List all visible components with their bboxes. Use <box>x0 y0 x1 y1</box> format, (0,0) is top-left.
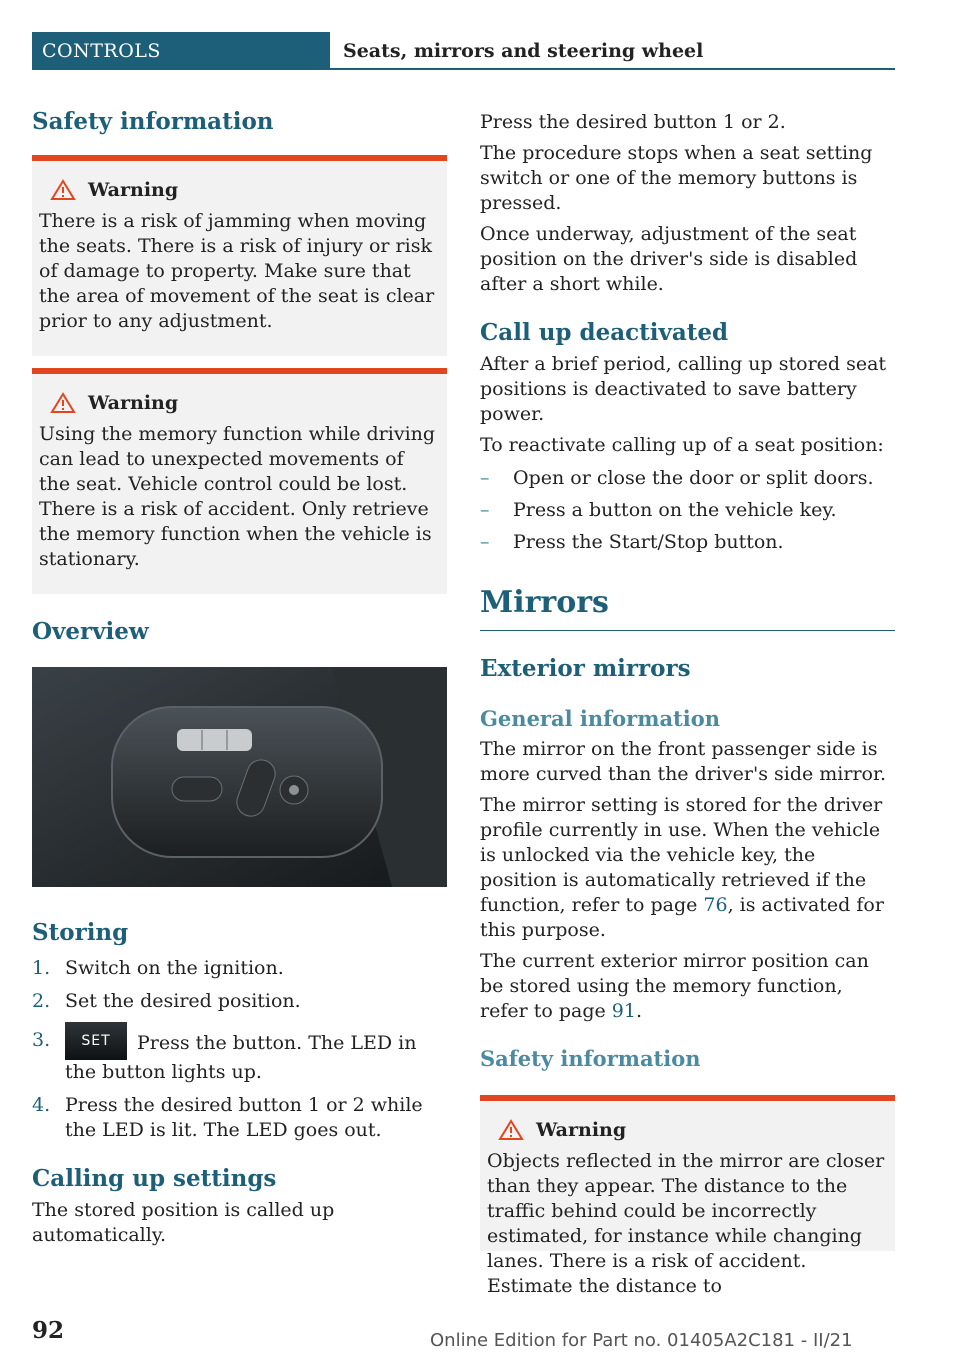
right-column <box>480 110 895 1297</box>
chapter-title: Seats, mirrors and steering wheel <box>343 40 704 62</box>
list-item: – Press the Start/Stop button. <box>480 531 784 553</box>
warning-label: Warning <box>536 1119 627 1141</box>
calling-text: The stored position is called up automatically. <box>32 1199 335 1246</box>
warning-text: There is a risk of jamming when moving the seats. There is a risk of injury or risk of damage to property. Make sure that the area of movement of the seat is clear prior to any adjustment. <box>39 210 435 332</box>
general-heading: General information <box>480 706 721 731</box>
overview-heading: Overview <box>32 618 149 645</box>
paragraph: The current exterior mirror position can be stored using the memory function, refer to page 91. <box>480 950 869 1022</box>
list-item: 3. SET Press the button. The LED in the button lights up. <box>32 1028 447 1085</box>
paragraph: The mirror on the front passenger side is more curved than the driver's side mirror. <box>480 738 886 785</box>
exterior-heading: Exterior mirrors <box>480 655 691 682</box>
paragraph: Press the desired button 1 or 2. <box>480 111 786 133</box>
warning-text: Objects reflected in the mirror are closer than they appear. The distance to the traffic behind could be incorrectly estimated, for instance while changing lanes. There is a risk of accident. Estimate the distance to <box>487 1150 885 1297</box>
list-item: 1. Switch on the ignition. <box>32 957 284 979</box>
header-rule <box>330 68 895 70</box>
paragraph: The procedure stops when a seat setting switch or one of the memory buttons is pressed. <box>480 142 873 214</box>
list-item: – Open or close the door or split doors. <box>480 467 874 489</box>
list-item: 4. Press the desired button 1 or 2 while the LED is lit. The LED goes out. <box>32 1094 423 1141</box>
list-item: 2. Set the desired position. <box>32 990 301 1012</box>
paragraph: Once underway, adjustment of the seat position on the driver's side is disabled after a short while. <box>480 223 858 295</box>
seat-switch-illustration <box>32 667 447 887</box>
paragraph: After a brief period, calling up stored seat positions is deactivated to save battery power. <box>480 353 887 425</box>
set-button-icon: SET <box>65 1022 127 1060</box>
page-header <box>32 32 895 70</box>
warning-triangle-icon <box>50 179 76 201</box>
page-number: 92 <box>32 1317 65 1344</box>
page-link-76[interactable]: 76 <box>703 894 728 916</box>
section-label: CONTROLS <box>32 32 330 70</box>
warning-label: Warning <box>88 392 179 414</box>
edition-note: Online Edition for Part no. 01405A2C181 - II/21 <box>430 1330 853 1351</box>
warning-triangle-icon <box>498 1119 524 1141</box>
page-link-91[interactable]: 91 <box>611 1000 636 1022</box>
warning-box-memory <box>32 368 447 594</box>
warning-label: Warning <box>88 179 179 201</box>
reactivate-list <box>480 466 895 555</box>
calling-heading: Calling up settings <box>32 1165 277 1192</box>
storing-steps <box>32 956 447 1143</box>
paragraph: To reactivate calling up of a seat position: <box>480 434 884 456</box>
warning-triangle-icon <box>50 392 76 414</box>
paragraph: The mirror setting is stored for the driver profile currently in use. When the vehicle is unlocked via the vehicle key, the position is automatically retrieved if the function, refer to page 76, is activated for this purpose. <box>480 794 884 941</box>
callup-heading: Call up deactivated <box>480 319 729 346</box>
safety-heading: Safety information <box>32 108 274 135</box>
mirrors-heading: Mirrors <box>480 585 609 620</box>
warning-box-jamming <box>32 155 447 356</box>
seat-control-photo <box>32 667 447 887</box>
section-rule <box>480 630 895 631</box>
warning-text: Using the memory function while driving can lead to unexpected movements of the seat. Vehicle control could be lost. There is a risk of accident. Only retrieve the memory function when the vehicle is stationary. <box>39 423 436 570</box>
mirror-safety-heading: Safety information <box>480 1046 701 1071</box>
left-column <box>32 100 447 1248</box>
list-item: – Press a button on the vehicle key. <box>480 499 837 521</box>
warning-box-mirror <box>480 1095 895 1297</box>
storing-heading: Storing <box>32 919 129 946</box>
